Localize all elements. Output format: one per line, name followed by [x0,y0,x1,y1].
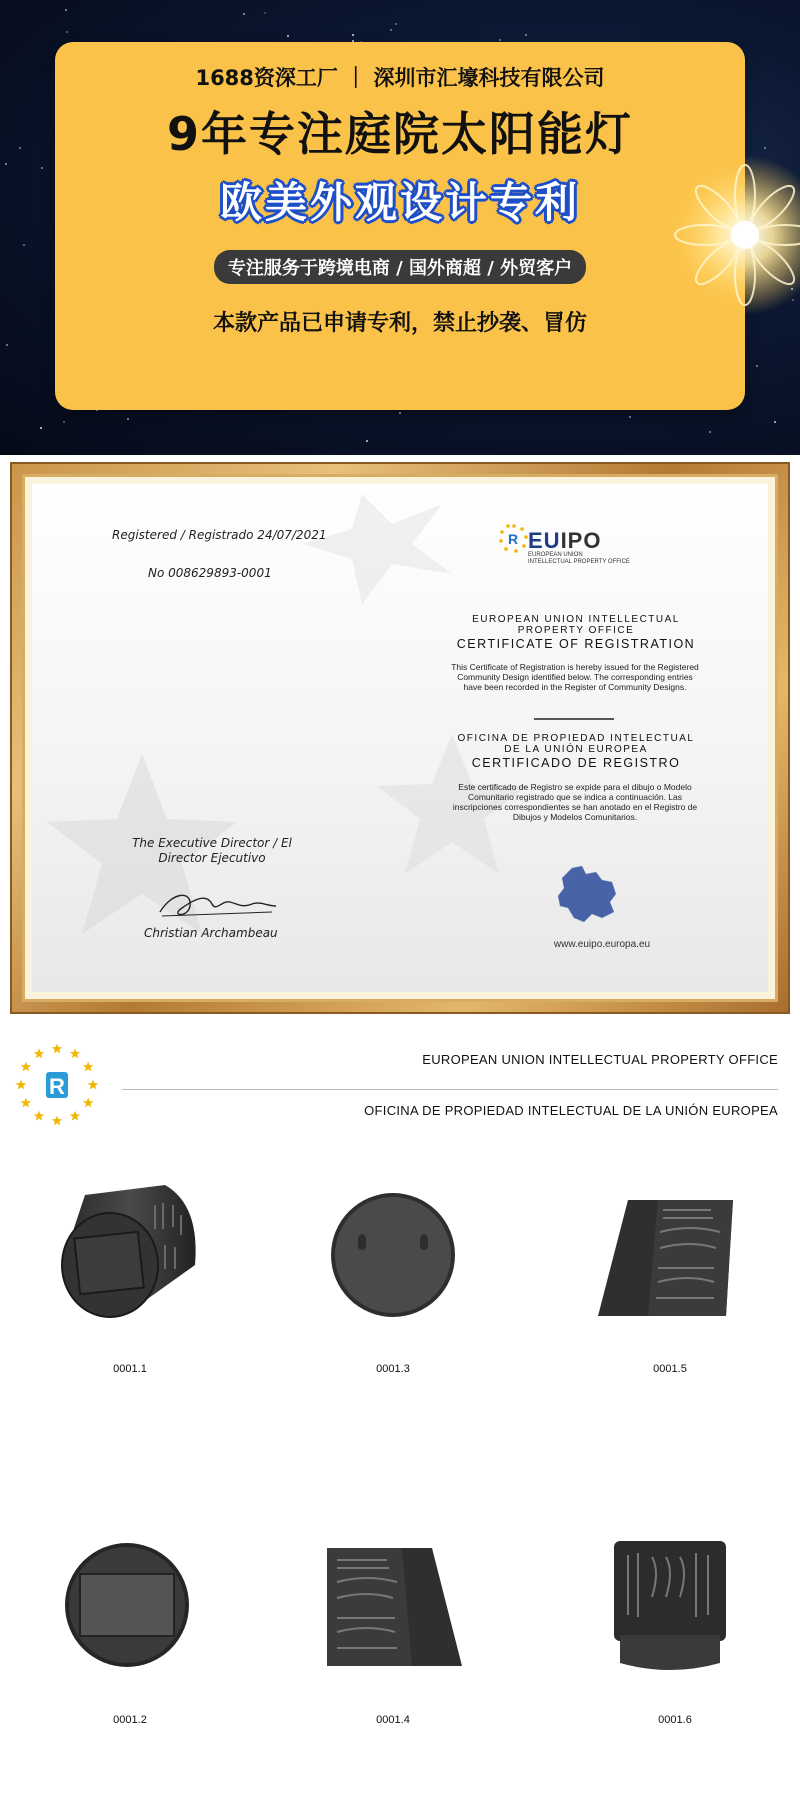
star-dot [709,431,711,433]
company-line: 1688资深工厂 ｜ 深圳市汇壕科技有限公司 [195,66,605,90]
certificate-paper [32,484,768,992]
director-title: The Executive Director / El Director Ejecutivo [132,836,292,865]
view-label-0001-2: 0001.2 [113,1714,147,1726]
star-dot [395,23,397,25]
cylinder-angled-view-icon [55,1175,205,1325]
disc-front-view-icon [62,1540,192,1670]
star-dot [243,13,245,15]
euipo-wordmark-ipo: IPO [560,528,602,553]
emblem-star [70,1048,80,1058]
star-dot [6,344,8,346]
star-dot [764,147,766,149]
patent-notice: 本款产品已申请专利，禁止抄袭、冒仿 [212,311,587,336]
euipo-wordmark-eu: EU [528,528,561,553]
star-dot [287,35,289,37]
en-certificate-title: CERTIFICATE OF REGISTRATION [456,637,696,651]
star-dot [756,365,758,367]
star-dot [390,29,392,31]
emblem-star [21,1062,32,1072]
view-label-0001-4: 0001.4 [376,1714,410,1726]
upright-front-view-icon [610,1535,730,1675]
side-profile-left-view-icon [322,1538,467,1678]
es-certificate-body: Este certificado de Registro se expide para el dibujo o Modelo Comunitario registrado que se indica a continuación. Las inscripciones correspondientes se han anotado en el Registro de Dibujos y Modelos Comunitarios. [452,782,698,822]
euipo-sub-line-1: EUROPEAN UNION [528,552,583,558]
star-dot [5,163,7,165]
star-dot [399,412,401,414]
promo-banner [0,0,800,455]
certificate-divider [534,718,614,720]
svg-text:R: R [508,531,519,547]
star-dot [774,421,776,423]
es-office-line-1: OFICINA DE PROPIEDAD INTELECTUAL [457,733,695,744]
euipo-subtitle [528,552,648,566]
office-name-en: EUROPEAN UNION INTELLECTUAL PROPERTY OFFICE [422,1052,778,1067]
svg-text:R: R [49,1074,65,1099]
emblem-star [52,1116,62,1126]
en-office-line-2: PROPERTY OFFICE [517,625,635,636]
star-dot [40,427,42,429]
emblem-star [21,1098,32,1108]
emblem-star [88,1080,98,1090]
emblem-star [83,1098,94,1108]
director-name: Christian Archambeau [144,926,278,940]
view-label-0001-1: 0001.1 [113,1363,147,1375]
star-dot [499,39,501,41]
star-dot [19,147,21,149]
euipo-wordmark [528,528,601,554]
star-dot [525,34,527,36]
view-label-0001-5: 0001.5 [653,1363,687,1375]
star-dot [65,9,67,11]
euipo-url[interactable]: www.euipo.europa.eu [553,939,651,950]
frame-mat [22,474,778,1002]
star-dot [629,416,631,418]
euipo-sub-line-2: INTELLECTUAL PROPERTY OFFICE [528,559,630,565]
side-profile-view-icon [598,1188,738,1328]
office-divider [122,1089,778,1090]
view-label-0001-3: 0001.3 [376,1363,410,1375]
glowing-sun-icon [660,150,800,320]
service-pill: 专注服务于跨境电商 / 国外商超 / 外贸客户 [214,250,586,284]
disc-back-view-icon [328,1190,458,1320]
headline: 9年专注庭院太阳能灯 [166,107,633,161]
star-dot [66,31,68,33]
star-dot [264,12,266,14]
gold-certificate-frame [10,462,790,1014]
signature-icon [152,882,282,924]
service-pill-row [55,250,745,284]
star-dot [366,440,368,442]
euipo-emblem-icon [12,1040,102,1130]
emblem-star [34,1111,44,1121]
star-dot [23,244,25,246]
emblem-star [34,1048,44,1058]
star-dot [127,418,129,420]
registration-number: No 008629893-0001 [148,566,272,580]
emblem-star [83,1062,94,1072]
es-certificate-title: CERTIFICADO DE REGISTRO [471,756,681,770]
registration-date: Registered / Registrado 24/07/2021 [112,528,327,542]
en-certificate-body: This Certificate of Registration is hereby issued for the Registered Community Design identified below. The corresponding entries have been recorded in the Register of Community Designs. [451,662,699,692]
emblem-star [16,1080,26,1090]
promo-card [55,42,745,410]
es-office-line-2: DE LA UNIÓN EUROPEA [504,744,648,755]
patent-title: 欧美外观设计专利 [219,178,580,227]
emblem-star [52,1044,62,1054]
eu-map-icon [552,862,622,926]
view-label-0001-6: 0001.6 [658,1714,692,1726]
star-dot [41,167,43,169]
star-dot [352,34,354,36]
star-dot [63,421,65,423]
office-name-es: OFICINA DE PROPIEDAD INTELECTUAL DE LA UNIÓN EUROPEA [364,1103,778,1118]
emblem-star [70,1111,80,1121]
en-office-line-1: EUROPEAN UNION INTELLECTUAL [472,614,680,625]
